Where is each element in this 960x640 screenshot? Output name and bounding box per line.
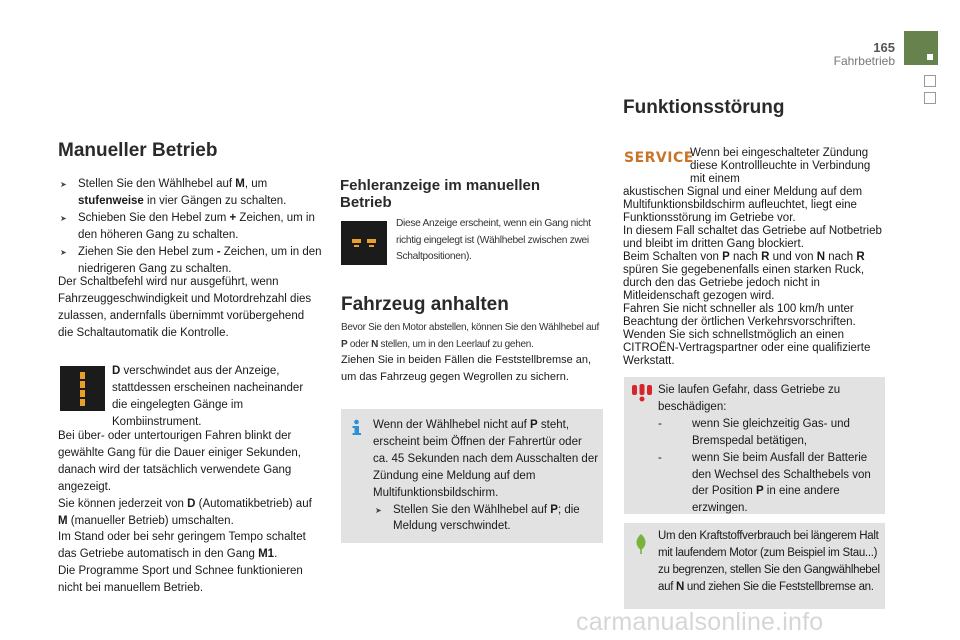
manual-paragraph: Der Schaltbefehl wird nur ausgeführt, wenn Fahrzeuggeschwindigkeit und Motordrehzahl dies zulassen, andernfalls übernimmt vorübergehend die Schaltautomatik die Kontrolle. [58,276,312,339]
warning-text [658,382,880,517]
manual-paragraphs [58,428,322,597]
chapter-tab-empty [924,92,936,104]
warning-icon [632,384,652,402]
bullet-item: ➤ Stellen Sie den Wählhebel auf M, um stufenweise in vier Gängen zu schalten. [60,176,322,210]
warning-item: - wenn Sie gleichzeitig Gas- und Bremspedal betätigen, [658,417,850,447]
stop-intro: Bevor Sie den Motor abstellen, können Sie den Wählhebel auf P oder N stellen, um in den Leerlauf zu gehen. [341,322,600,350]
manual-bullets [60,176,322,277]
malfunction-body [623,186,885,368]
bullet-item: ➤ Ziehen Sie den Hebel zum - Zeichen, um in den niedrigeren Gang zu schalten. [60,244,322,278]
service-warning-icon: SERVICE [624,150,694,166]
watermark: carmanualsonline.info [576,608,824,636]
paragraph: In diesem Fall schaltet das Getriebe auf Notbetrieb und bleibt im dritten Gang blockiert. [623,225,882,250]
chapter-title: Fahrbetrieb [833,54,895,68]
section-title-malfunction: Funktionsstörung [623,97,785,118]
gear-fault-icon [341,221,387,265]
eco-tip-panel [624,523,885,609]
eco-tip-text: Um den Kraftstoffverbrauch bei längerem Halt mit laufendem Motor (zum Beispiel im Stau...) zu begrenzen, stellen Sie den Gangwählhebel auf N und ziehen Sie die Feststellbremse an. [658,530,880,593]
paragraph: Die Programme Sport und Schnee funktionieren nicht bei manuellem Betrieb. [58,565,303,595]
paragraph: Im Stand oder bei sehr geringem Tempo schaltet das Getriebe automatisch in den Gang M1. [58,531,306,561]
section-title-error-display: Fehleranzeige im manuellen Betrieb [340,177,541,211]
warning-panel [624,377,885,514]
info-panel [341,409,603,543]
paragraph: akustischen Signal und einer Meldung auf dem Multifunktionsbildschirm aufleuchtet, liegt eine Funktionsstörung im Getriebe vor. [623,186,863,224]
section-title-stop: Fahrzeug anhalten [341,294,509,315]
gear-display-icon [60,366,105,411]
d-display-text: D verschwindet aus der Anzeige, stattdessen erscheinen nacheinander die eingelegten Gänge im Kombiinstrument. [112,365,304,428]
info-icon [349,419,364,436]
chapter-tab-empty [924,75,936,87]
paragraph: Fahren Sie nicht schneller als 100 km/h unter Beachtung der örtlichen Verkehrsvorschriften. [623,303,856,328]
bullet-item: ➤ Schieben Sie den Hebel zum + Zeichen, um in den höheren Gang zu schalten. [60,210,322,244]
info-text: Wenn der Wählhebel nicht auf P steht, erscheint beim Öffnen der Fahrertür oder ca. 45 Sekunden nach dem Ausschalten der Zündung eine Meldung auf dem Multifunktionsbildschirm. ➤ Stellen Sie den Wählhebel auf P; die Meldung verschwindet. [373,417,599,535]
warning-intro: Sie laufen Gefahr, dass Getriebe zu beschädigen: [658,384,841,413]
paragraph: Bei über- oder untertourigen Fahren blinkt der gewählte Gang für die Dauer einiger Sekunden, danach wird der tatsächlich verwendete Gang angezeigt. [58,430,301,493]
stop-paragraph: Ziehen Sie in beiden Fällen die Feststellbremse an, um das Fahrzeug gegen Wegrollen zu sichern. [341,354,592,383]
malfunction-intro: Wenn bei eingeschalteter Zündung diese Kontrollleuchte in Verbindung mit einem [690,147,871,185]
paragraph: Beim Schalten von P nach R und von N nach R spüren Sie gegebenenfalls einen starken Ruck, durch den das Getriebe jedoch nicht in Mitleidenschaft gezogen wird. [623,251,865,302]
paragraph: Sie können jederzeit von D (Automatikbetrieb) auf M (manueller Betrieb) umschalten. [58,497,312,527]
warning-item: - wenn Sie beim Ausfall der Batterie den Wechsel des Schalthebels von der Position P in eine andere erzwingen. [658,451,871,515]
bullet-item: ➤ Stellen Sie den Wählhebel auf P; die Meldung verschwindet. [375,502,599,536]
chapter-tab-active [904,31,938,65]
page-number: 165 [873,40,895,55]
eco-leaf-icon [634,534,648,554]
error-display-text: Diese Anzeige erscheint, wenn ein Gang nicht richtig eingelegt ist (Wählhebel zwischen zwei Schaltpositionen). [396,218,591,263]
section-title-manual: Manueller Betrieb [58,140,218,161]
paragraph: Wenden Sie sich schnellstmöglich an einen CITROËN-Vertragspartner oder eine qualifizierte Werkstatt. [623,329,871,367]
